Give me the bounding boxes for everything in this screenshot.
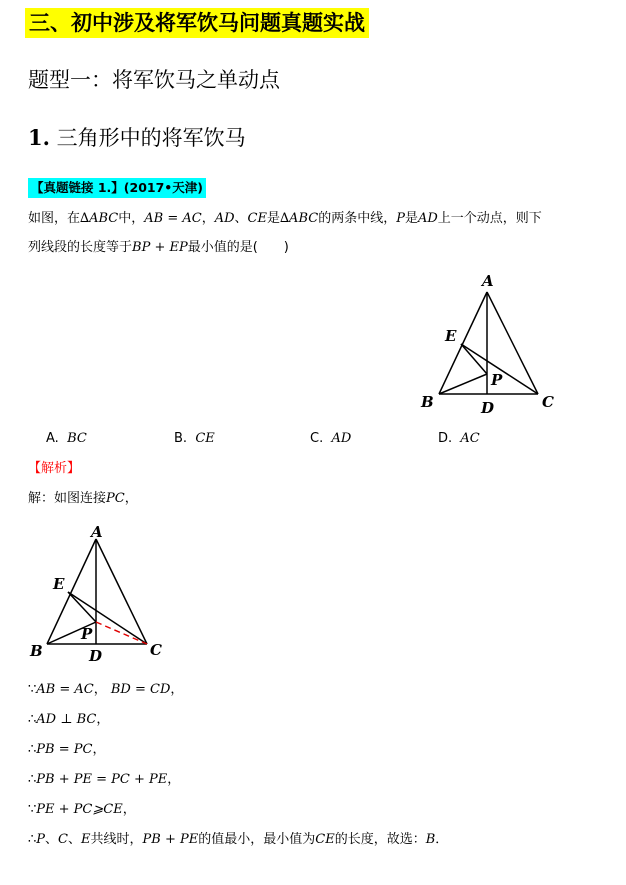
text-run: 共线时，: [90, 832, 143, 847]
solution-intro: [28, 489, 138, 509]
math-expr: PC: [106, 491, 125, 506]
math-expr: PB + PE: [142, 832, 199, 847]
label-a-solution: A: [91, 523, 103, 541]
option-a[interactable]: [46, 429, 87, 449]
dashed-segment-pc: [96, 622, 147, 644]
math-expr: P: [36, 832, 46, 847]
side-ac-solution: [96, 539, 147, 644]
option-d-value: AC: [460, 431, 480, 446]
math-expr: PE + PC⩾CE: [36, 802, 123, 817]
text-run: ，: [167, 772, 181, 787]
text-run: ，: [93, 682, 111, 697]
proof-step-4: [28, 770, 180, 790]
text-run: 的长度，故选：: [334, 832, 426, 847]
text-run: 、: [45, 832, 59, 847]
option-d[interactable]: [438, 429, 480, 449]
section-title: 三、初中涉及将军饮马问题真题实战: [25, 8, 369, 38]
question-source-tag: 【真题链接 1.】(2017•天津): [28, 178, 206, 198]
text-run: ∵: [28, 682, 37, 697]
math-expr: C: [58, 832, 68, 847]
text-run: 中，: [118, 211, 145, 226]
text-run: ∴: [28, 712, 37, 727]
text-run: 列线段的长度等于: [28, 240, 133, 255]
option-c-value: AD: [331, 431, 352, 446]
math-expr: ∆ABC: [279, 211, 319, 226]
math-expr: AD: [417, 211, 438, 226]
question-figure: [415, 270, 565, 418]
label-p-solution: P: [81, 625, 93, 643]
text-run: 解：如图连接: [28, 491, 107, 506]
math-expr: B: [425, 832, 436, 847]
text-run: 是: [266, 211, 280, 226]
label-e: E: [445, 327, 457, 345]
text-run: ，: [96, 712, 110, 727]
text-run: ，: [201, 211, 215, 226]
label-p: P: [491, 371, 503, 389]
text-run: ，: [170, 682, 184, 697]
math-expr: PB + PE = PC + PE: [36, 772, 168, 787]
text-run: ∴: [28, 832, 37, 847]
text-run: 是: [404, 211, 418, 226]
question-line-1: [28, 209, 542, 229]
text-run: 上一个动点，则下: [437, 211, 542, 226]
text-run: ∵: [28, 802, 37, 817]
text-run: 、: [234, 211, 248, 226]
label-c-solution: C: [150, 641, 162, 659]
option-d-letter: D.: [438, 431, 453, 446]
subsection-title: [28, 124, 246, 152]
text-run: ，: [124, 491, 138, 506]
math-expr: AD: [214, 211, 235, 226]
text-run: ∴: [28, 772, 37, 787]
label-a: A: [482, 272, 494, 290]
math-expr: AD ⊥ BC: [36, 712, 97, 727]
math-expr: BD = CD: [110, 682, 171, 697]
text-run: ∴: [28, 742, 37, 757]
math-expr: BP + EP: [132, 240, 188, 255]
question-line-2: [28, 238, 289, 258]
option-c-letter: C.: [310, 431, 324, 446]
subsection-text: 三角形中的将军饮马: [56, 126, 246, 150]
proof-step-2: [28, 710, 109, 730]
proof-step-1: [28, 680, 183, 700]
math-expr: AB = AC: [36, 682, 94, 697]
label-b-solution: B: [30, 642, 43, 660]
label-d: D: [481, 399, 495, 417]
label-c: C: [542, 393, 554, 411]
text-run: 的值最小，最小值为: [198, 832, 316, 847]
proof-step-5: [28, 800, 136, 820]
solution-figure: [25, 522, 175, 667]
text-run: 的两条中线，: [318, 211, 397, 226]
math-expr: ∆ABC: [80, 211, 119, 226]
text-run: 最小值的是( ): [187, 240, 289, 255]
question-type-title: 题型一：将军饮马之单动点: [28, 68, 280, 92]
math-expr: AB = AC: [144, 211, 202, 226]
text-run: ．: [435, 832, 449, 847]
subsection-number: 1.: [28, 125, 50, 150]
option-c[interactable]: [310, 429, 351, 449]
option-b[interactable]: [174, 429, 215, 449]
text-run: ，: [122, 802, 136, 817]
label-d-solution: D: [89, 647, 103, 665]
math-expr: E: [81, 832, 91, 847]
text-run: ，: [92, 742, 106, 757]
proof-step-3: [28, 740, 105, 760]
label-b: B: [421, 393, 434, 411]
math-expr: PB = PC: [36, 742, 93, 757]
label-e-solution: E: [53, 575, 65, 593]
option-a-letter: A.: [46, 431, 59, 446]
option-a-value: BC: [67, 431, 87, 446]
math-expr: CE: [315, 832, 335, 847]
analysis-label: 【解析】: [28, 461, 81, 476]
option-b-letter: B.: [174, 431, 188, 446]
option-b-value: CE: [195, 431, 215, 446]
math-expr: CE: [247, 211, 267, 226]
math-expr: P: [396, 211, 405, 226]
text-run: 如图，在: [28, 211, 81, 226]
proof-step-6: [28, 830, 448, 850]
text-run: 、: [68, 832, 82, 847]
